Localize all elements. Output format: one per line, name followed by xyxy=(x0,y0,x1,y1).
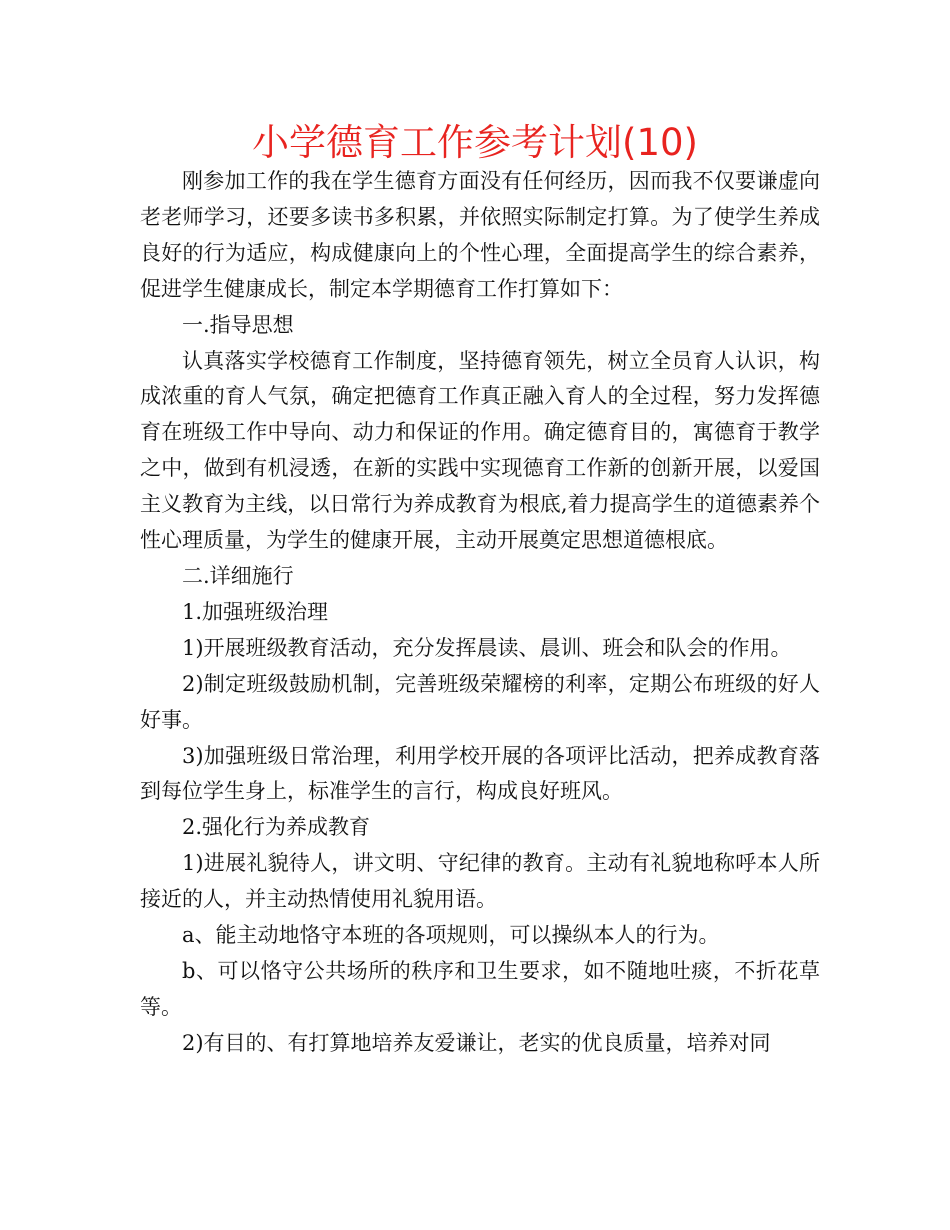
document-title: 小学德育工作参考计划(10) xyxy=(252,121,698,164)
subheading-behavior-education: 2.强化行为养成教育 xyxy=(182,815,371,840)
subheading-class-management: 1.加强班级治理 xyxy=(182,599,329,624)
list-item: a、能主动地恪守本班的各项规则，可以操纵本人的行为。 xyxy=(182,923,720,948)
paragraph-guiding-thought: 认真落实学校德育工作制度，坚持德育领先，树立全员育人认识，构成浓重的育人气氛，确定把德育工作真正融入育人的全过程，努力发挥德育在班级工作中导向、动力和保证的作用。确定德育目的，寓德育于教学之中，做到有机浸透，在新的实践中实现德育工作新的创新开展，以爱国主义教育为主线，以日常行为养成教育为根底,着力提高学生的道德素养个性心理质量，为学生的健康开展，主动开展奠定思想道德根底。 xyxy=(140,348,820,553)
list-item: 2)有目的、有打算地培养友爱谦让，老实的优良质量，培养对同 xyxy=(182,1030,771,1055)
list-item: 3)加强班级日常治理，利用学校开展的各项评比活动，把养成教育落到每位学生身上，标准学生的言行，构成良好班风。 xyxy=(140,743,820,804)
list-item: 2)制定班级鼓励机制，完善班级荣耀榜的利率，定期公布班级的好人好事。 xyxy=(140,671,820,732)
list-item: b、可以恪守公共场所的秩序和卫生要求，如不随地吐痰，不折花草等。 xyxy=(140,958,820,1019)
list-item: 1)开展班级教育活动，充分发挥晨读、晨训、班会和队会的作用。 xyxy=(182,635,792,660)
document-body xyxy=(140,164,820,1062)
list-item: 1)进展礼貌待人，讲文明、守纪律的教育。主动有礼貌地称呼本人所接近的人，并主动热情使用礼貌用语。 xyxy=(140,851,820,912)
heading-guiding-thought: 一.指导思想 xyxy=(182,312,294,337)
heading-implementation: 二.详细施行 xyxy=(182,563,294,588)
paragraph-intro: 刚参加工作的我在学生德育方面没有任何经历，因而我不仅要谦虚向老老师学习，还要多读书多积累，并依照实际制定打算。为了使学生养成良好的行为适应，构成健康向上的个性心理，全面提高学生的综合素养，促进学生健康成长，制定本学期德育工作打算如下： xyxy=(140,169,820,301)
